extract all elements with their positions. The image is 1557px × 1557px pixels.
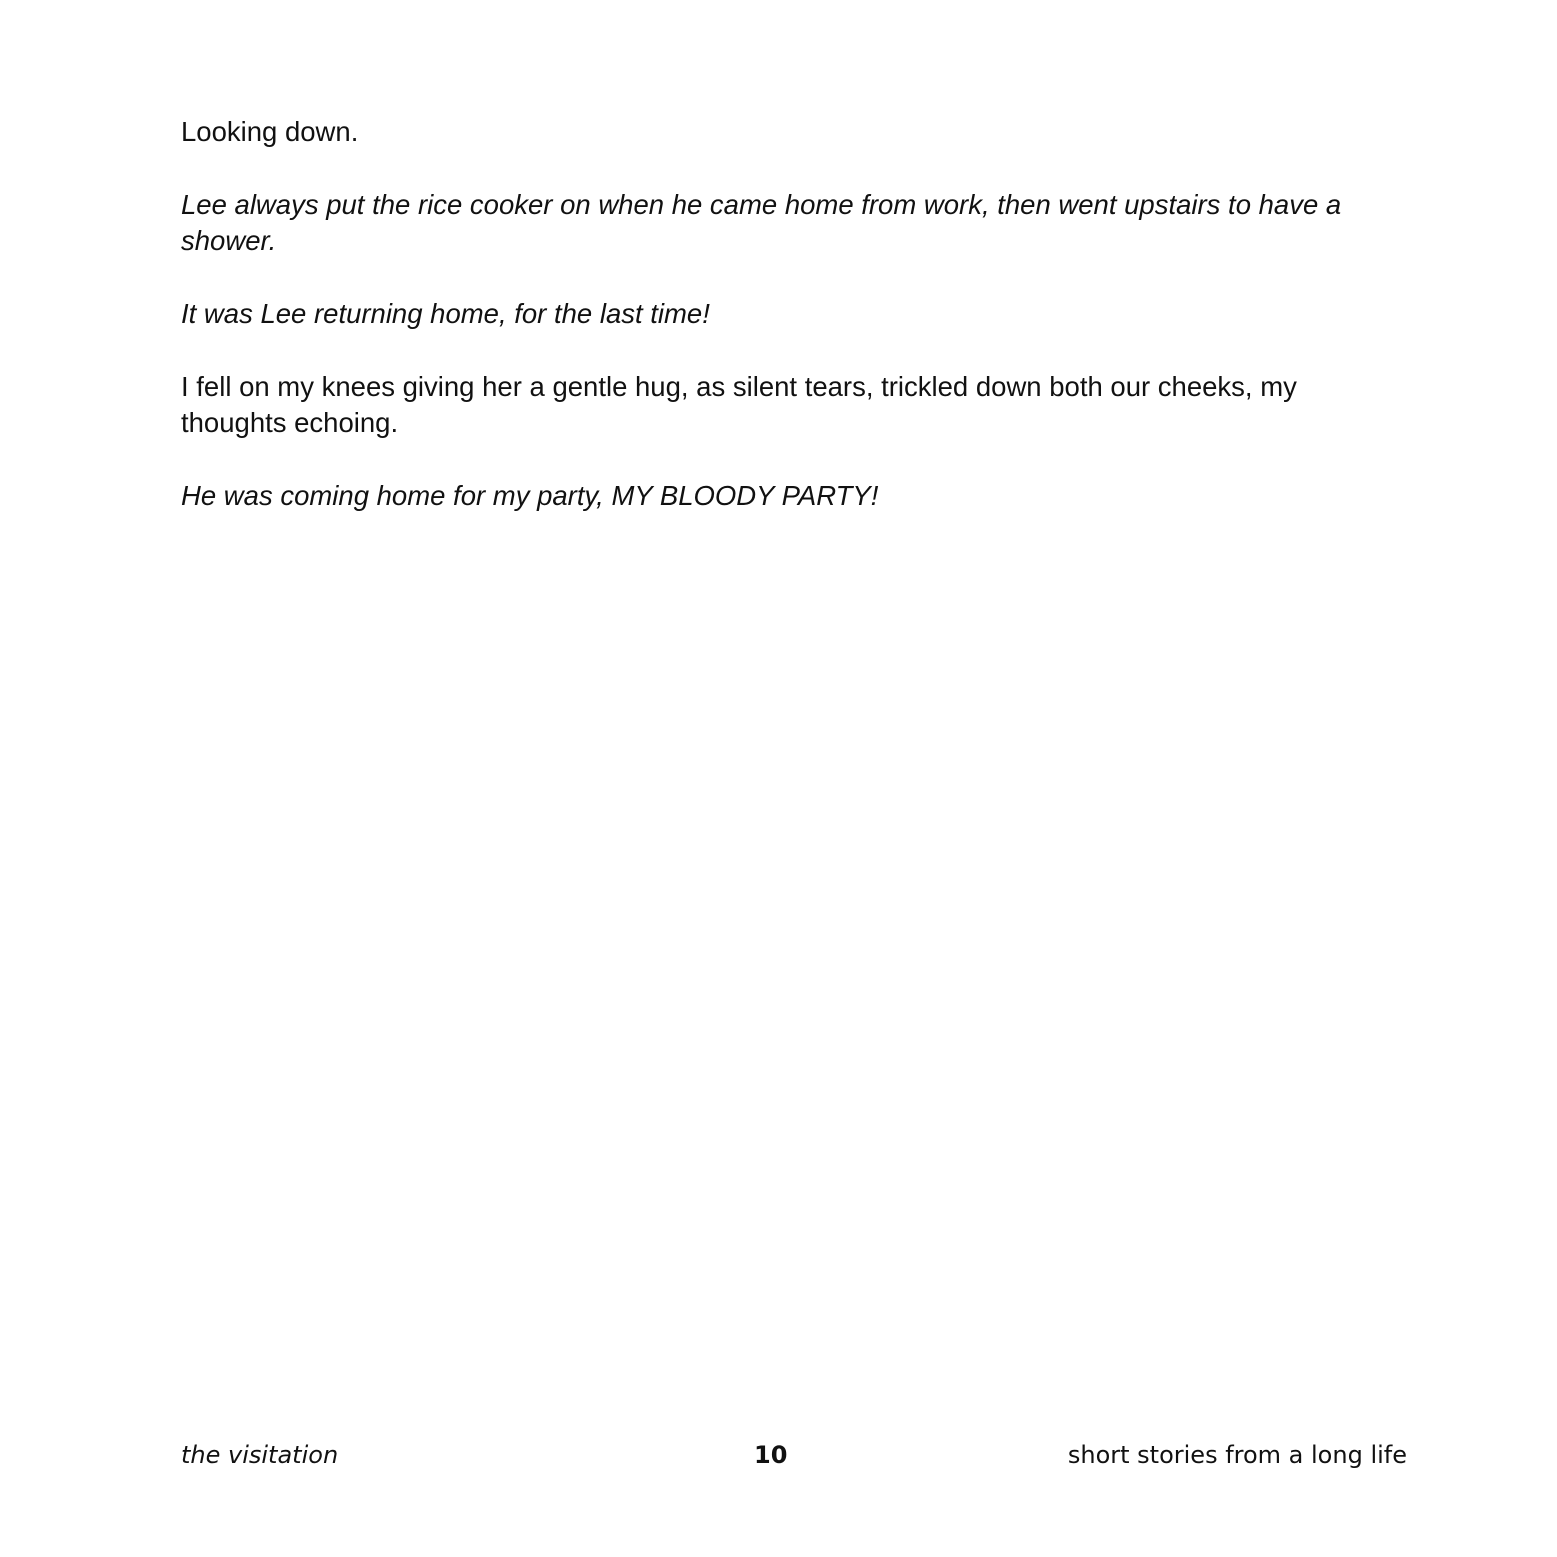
paragraph-last-time: It was Lee returning home, for the last time! [181,298,710,329]
footer-story-title: the visitation [181,1441,339,1469]
paragraph-looking-down: Looking down. [181,116,359,147]
paragraph-bloody-party: He was coming home for my party, MY BLOODY PARTY! [181,480,879,511]
paragraph-gentle-hug: I fell on my knees giving her a gentle hug, as silent tears, trickled down both our cheeks, my thoughts echoing. [181,371,1297,438]
page-body [181,114,1381,551]
page-footer [181,1437,1407,1473]
footer-book-title: short stories from a long life [1067,1441,1407,1469]
page-number: 10 [754,1441,788,1469]
paragraph-rice-cooker: Lee always put the rice cooker on when he came home from work, then went upstairs to have a shower. [181,189,1342,256]
